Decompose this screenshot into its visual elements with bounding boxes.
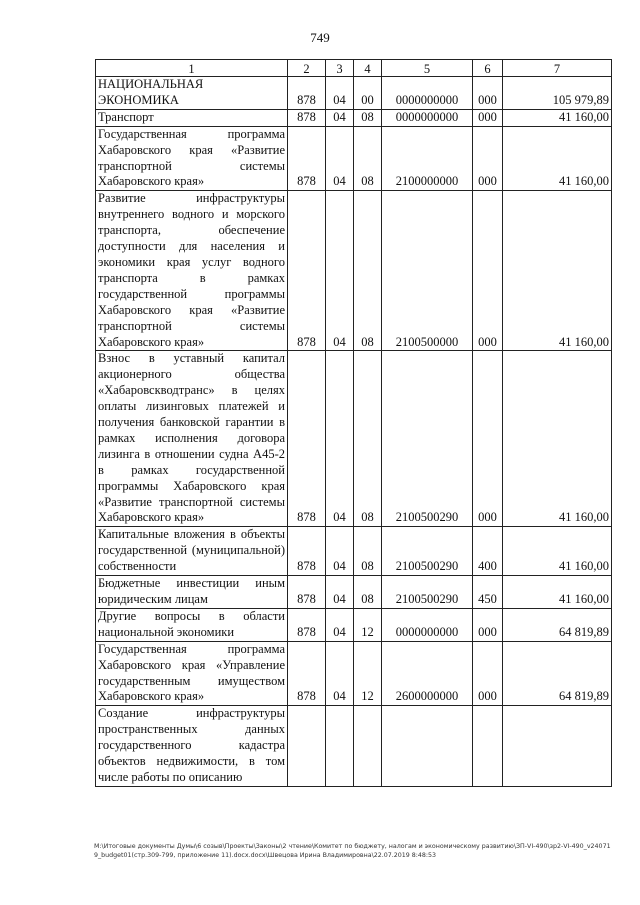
row-gr xyxy=(288,706,326,787)
table-row xyxy=(96,576,612,609)
row-vr: 450 xyxy=(473,576,503,609)
row-name: Капитальные вложения в объекты государственной (муниципальной) собственности xyxy=(96,527,288,576)
row-gr: 878 xyxy=(288,576,326,609)
row-pr: 08 xyxy=(354,191,382,351)
header-col-2: 2 xyxy=(288,60,326,77)
row-amount xyxy=(503,706,612,787)
row-pr: 08 xyxy=(354,109,382,126)
row-amount: 41 160,00 xyxy=(503,576,612,609)
table-row xyxy=(96,641,612,706)
row-gr: 878 xyxy=(288,527,326,576)
row-vr: 000 xyxy=(473,351,503,527)
row-pr: 12 xyxy=(354,641,382,706)
row-name: Государственная программа Хабаровского края «Развитие транспортной системы Хабаровского края» xyxy=(96,126,288,191)
budget-table xyxy=(95,59,612,787)
row-name: Государственная программа Хабаровского края «Управление государственным имуществом Хабаровского края» xyxy=(96,641,288,706)
row-name: Создание инфраструктуры пространственных данных государственного кадастра объектов недвижимости, в том числе работы по описанию xyxy=(96,706,288,787)
row-csr: 2100500290 xyxy=(382,576,473,609)
row-gr: 878 xyxy=(288,109,326,126)
row-rz: 04 xyxy=(326,527,354,576)
row-rz: 04 xyxy=(326,641,354,706)
row-gr: 878 xyxy=(288,608,326,641)
row-vr: 000 xyxy=(473,191,503,351)
row-amount: 64 819,89 xyxy=(503,641,612,706)
row-csr: 0000000000 xyxy=(382,77,473,110)
row-pr: 08 xyxy=(354,527,382,576)
header-col-1: 1 xyxy=(96,60,288,77)
row-name: НАЦИОНАЛЬНАЯ ЭКОНОМИКА xyxy=(96,77,288,110)
row-amount: 105 979,89 xyxy=(503,77,612,110)
row-csr: 2600000000 xyxy=(382,641,473,706)
row-csr: 2100500290 xyxy=(382,351,473,527)
table-row xyxy=(96,706,612,787)
header-col-7: 7 xyxy=(503,60,612,77)
table-row xyxy=(96,351,612,527)
row-vr: 400 xyxy=(473,527,503,576)
row-rz: 04 xyxy=(326,608,354,641)
row-rz: 04 xyxy=(326,77,354,110)
row-pr: 12 xyxy=(354,608,382,641)
row-gr: 878 xyxy=(288,351,326,527)
row-pr: 08 xyxy=(354,126,382,191)
row-csr: 2100500290 xyxy=(382,527,473,576)
row-pr xyxy=(354,706,382,787)
row-amount: 41 160,00 xyxy=(503,527,612,576)
row-gr: 878 xyxy=(288,191,326,351)
row-gr: 878 xyxy=(288,126,326,191)
row-csr xyxy=(382,706,473,787)
header-col-4: 4 xyxy=(354,60,382,77)
row-pr: 08 xyxy=(354,576,382,609)
header-col-6: 6 xyxy=(473,60,503,77)
row-rz: 04 xyxy=(326,351,354,527)
table-row xyxy=(96,77,612,110)
row-vr: 000 xyxy=(473,641,503,706)
row-gr: 878 xyxy=(288,641,326,706)
row-name: Развитие инфраструктуры внутреннего водного и морского транспорта, обеспечение доступности для населения и экономики края услуг водного транспорта в рамках государственной программы Хабаровского края «Развитие транспортной системы Хабаровского края» xyxy=(96,191,288,351)
row-name: Бюджетные инвестиции иным юридическим лицам xyxy=(96,576,288,609)
header-col-5: 5 xyxy=(382,60,473,77)
row-rz xyxy=(326,706,354,787)
row-amount: 41 160,00 xyxy=(503,109,612,126)
table-header-row xyxy=(96,60,612,77)
row-gr: 878 xyxy=(288,77,326,110)
row-pr: 00 xyxy=(354,77,382,110)
row-csr: 0000000000 xyxy=(382,608,473,641)
row-amount: 64 819,89 xyxy=(503,608,612,641)
table-row xyxy=(96,109,612,126)
row-rz: 04 xyxy=(326,576,354,609)
row-csr: 2100000000 xyxy=(382,126,473,191)
row-amount: 41 160,00 xyxy=(503,126,612,191)
row-vr: 000 xyxy=(473,126,503,191)
row-amount: 41 160,00 xyxy=(503,351,612,527)
row-csr: 2100500000 xyxy=(382,191,473,351)
table-row xyxy=(96,126,612,191)
row-vr: 000 xyxy=(473,109,503,126)
document-path-footer: M:\Итоговые документы Думы\6 созыв\Проекты\Законы\2 чтение\Комитет по бюджету, налогам и экономическому развитию\ЗП-VI-490\зр2-VI-490_v240719_budget01(стр.309-799, приложение 11).docx.docx\Швецова Ирина Владимировна\22.07.2019 8:48:53 xyxy=(94,843,611,859)
row-vr: 000 xyxy=(473,77,503,110)
row-name: Другие вопросы в области национальной экономики xyxy=(96,608,288,641)
table-row xyxy=(96,191,612,351)
row-rz: 04 xyxy=(326,126,354,191)
row-csr: 0000000000 xyxy=(382,109,473,126)
row-vr: 000 xyxy=(473,608,503,641)
row-vr xyxy=(473,706,503,787)
table-row xyxy=(96,527,612,576)
row-rz: 04 xyxy=(326,109,354,126)
row-amount: 41 160,00 xyxy=(503,191,612,351)
page-number: 749 xyxy=(310,30,330,45)
table-row xyxy=(96,608,612,641)
header-col-3: 3 xyxy=(326,60,354,77)
row-name: Транспорт xyxy=(96,109,288,126)
row-pr: 08 xyxy=(354,351,382,527)
row-name: Взнос в уставный капитал акционерного общества «Хабаровскводтранс» в целях оплаты лизинговых платежей и получения банковской гарантии в рамках исполнения договора лизинга в отношении судна А45-2 в рамках государственной программы Хабаровского края «Развитие транспортной системы Хабаровского края» xyxy=(96,351,288,527)
row-rz: 04 xyxy=(326,191,354,351)
